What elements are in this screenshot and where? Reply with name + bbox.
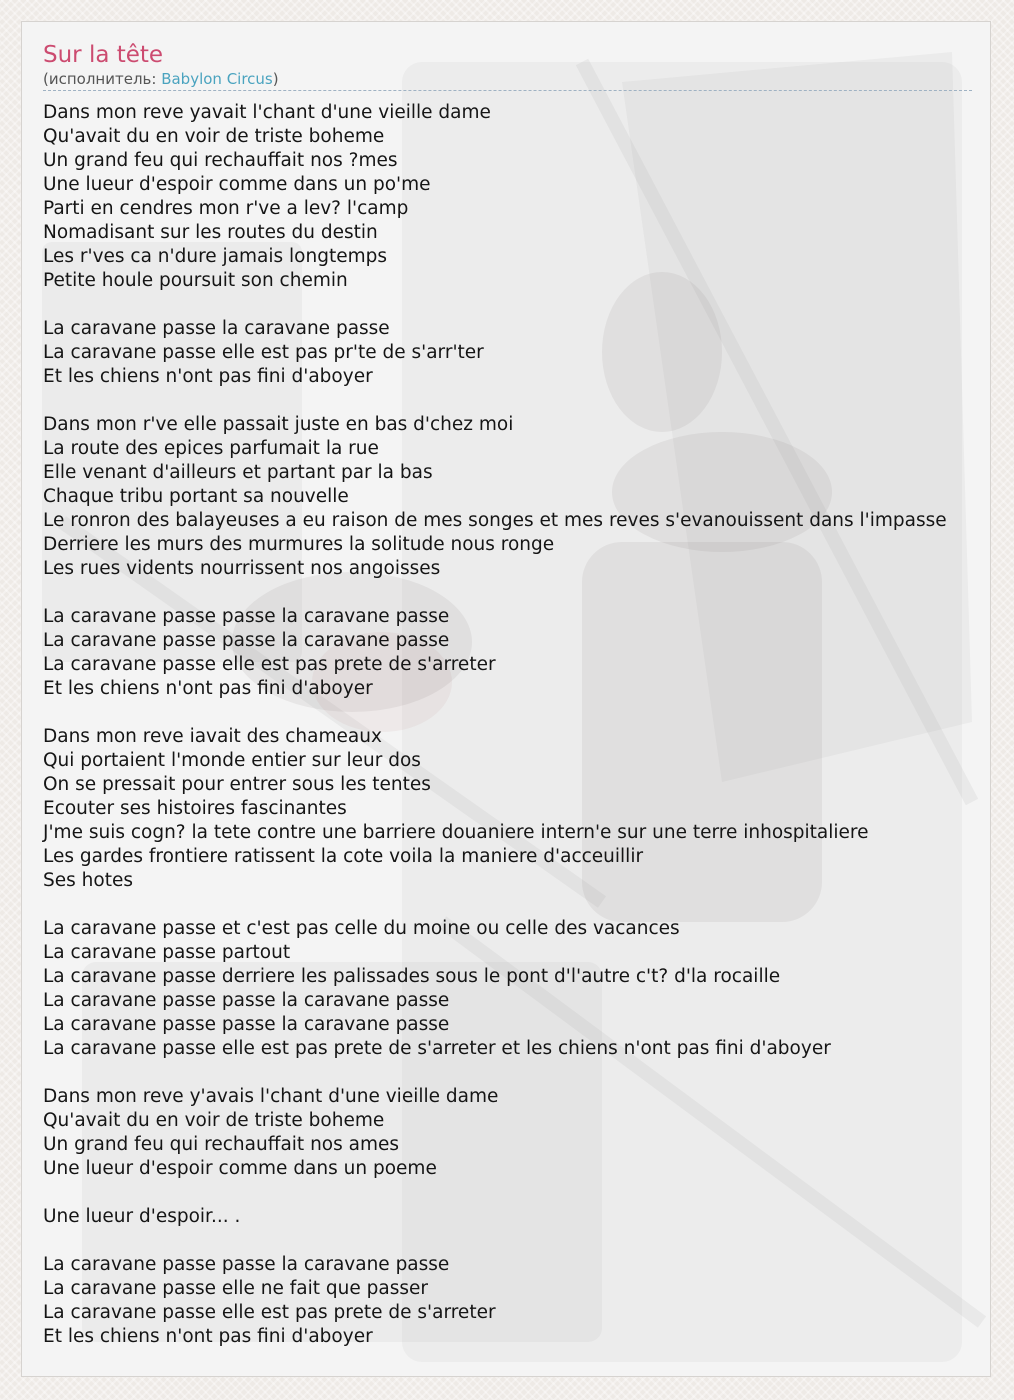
lyric-line: La caravane passe passe la caravane passe — [43, 1254, 450, 1275]
lyric-line: La caravane passe passe la caravane passe — [43, 1014, 450, 1035]
lyric-line: La caravane passe et c'est pas celle du moine ou celle des vacances — [43, 918, 680, 939]
lyric-line: Dans mon reve iavait des chameaux — [43, 726, 382, 747]
lyric-line: Le ronron des balayeuses a eu raison de mes songes et mes reves s'evanouissent dans l'impasse — [43, 510, 947, 531]
lyrics-content — [43, 40, 991, 1349]
lyric-line: La caravane passe la caravane passe — [43, 318, 390, 339]
lyric-line: La route des epices parfumait la rue — [43, 438, 379, 459]
lyric-line: Les rues vidents nourrissent nos angoisses — [43, 558, 441, 579]
lyric-line: Parti en cendres mon r've a lev? l'camp — [43, 198, 409, 219]
stanza-gap — [43, 1181, 991, 1205]
lyric-line: Les r'ves ca n'dure jamais longtemps — [43, 246, 388, 267]
lyric-line: Qu'avait du en voir de triste boheme — [43, 126, 385, 147]
lyric-line: La caravane passe elle est pas prete de s'arreter — [43, 654, 496, 675]
lyric-line: La caravane passe elle est pas prete de s'arreter — [43, 1302, 496, 1323]
lyric-line: Qui portaient l'monde entier sur leur dos — [43, 750, 421, 771]
lyric-line: Les gardes frontiere ratissent la cote voila la maniere d'acceuillir — [43, 846, 644, 867]
lyric-line: La caravane passe elle ne fait que passer — [43, 1278, 428, 1299]
lyric-line: Une lueur d'espoir comme dans un po'me — [43, 174, 431, 195]
lyric-line: Et les chiens n'ont pas fini d'aboyer — [43, 1326, 373, 1347]
lyric-line: On se pressait pour entrer sous les tentes — [43, 774, 431, 795]
stanza-gap — [43, 293, 991, 317]
lyric-line: Et les chiens n'ont pas fini d'aboyer — [43, 678, 373, 699]
lyric-line: Qu'avait du en voir de triste boheme — [43, 1110, 385, 1131]
performer-link[interactable]: Babylon Circus — [161, 70, 273, 88]
lyric-line: Et les chiens n'ont pas fini d'aboyer — [43, 366, 373, 387]
lyric-line: La caravane passe passe la caravane passe — [43, 606, 450, 627]
stanza-gap — [43, 1229, 991, 1253]
performer-prefix: (исполнитель: — [43, 70, 162, 88]
lyric-line: Nomadisant sur les routes du destin — [43, 222, 378, 243]
lyric-line: La caravane passe passe la caravane passe — [43, 990, 450, 1011]
lyric-line: La caravane passe derriere les palissades sous le pont d'l'autre c't? d'la rocaille — [43, 966, 781, 987]
lyric-line: La caravane passe partout — [43, 942, 291, 963]
stanza-gap — [43, 1061, 991, 1085]
lyric-line: Ecouter ses histoires fascinantes — [43, 798, 347, 819]
performer-suffix: ) — [272, 70, 279, 88]
song-title: Sur la tête — [43, 42, 164, 68]
stanza-gap — [43, 701, 991, 725]
lyric-line: Une lueur d'espoir comme dans un poeme — [43, 1158, 437, 1179]
lyric-line: Dans mon reve y'avais l'chant d'une vieille dame — [43, 1086, 499, 1107]
lyric-line: Dans mon r've elle passait juste en bas d'chez moi — [43, 414, 514, 435]
stanza-gap — [43, 893, 991, 917]
lyric-line: Un grand feu qui rechauffait nos ames — [43, 1134, 400, 1155]
lyric-line: Chaque tribu portant sa nouvelle — [43, 486, 349, 507]
lyric-line: Dans mon reve yavait l'chant d'une vieille dame — [43, 102, 491, 123]
lyric-line: J'me suis cogn? la tete contre une barriere douaniere intern'e sur une terre inhospitaliere — [43, 822, 869, 843]
lyric-line: Elle venant d'ailleurs et partant par la bas — [43, 462, 433, 483]
lyrics-text — [43, 101, 991, 1349]
lyric-line: La caravane passe elle est pas pr'te de s'arr'ter — [43, 342, 484, 363]
lyric-line: Ses hotes — [43, 870, 133, 891]
stanza-gap — [43, 581, 991, 605]
lyric-line: Une lueur d'espoir... . — [43, 1206, 241, 1227]
lyrics-panel — [21, 21, 991, 1377]
lyric-line: Petite houle poursuit son chemin — [43, 270, 348, 291]
stanza-gap — [43, 389, 991, 413]
performer-line — [43, 70, 972, 91]
lyric-line: Derriere les murs des murmures la solitude nous ronge — [43, 534, 555, 555]
lyric-line: La caravane passe passe la caravane passe — [43, 630, 450, 651]
lyric-line: Un grand feu qui rechauffait nos ?mes — [43, 150, 398, 171]
lyric-line: La caravane passe elle est pas prete de s'arreter et les chiens n'ont pas fini d'aboyer — [43, 1038, 831, 1059]
